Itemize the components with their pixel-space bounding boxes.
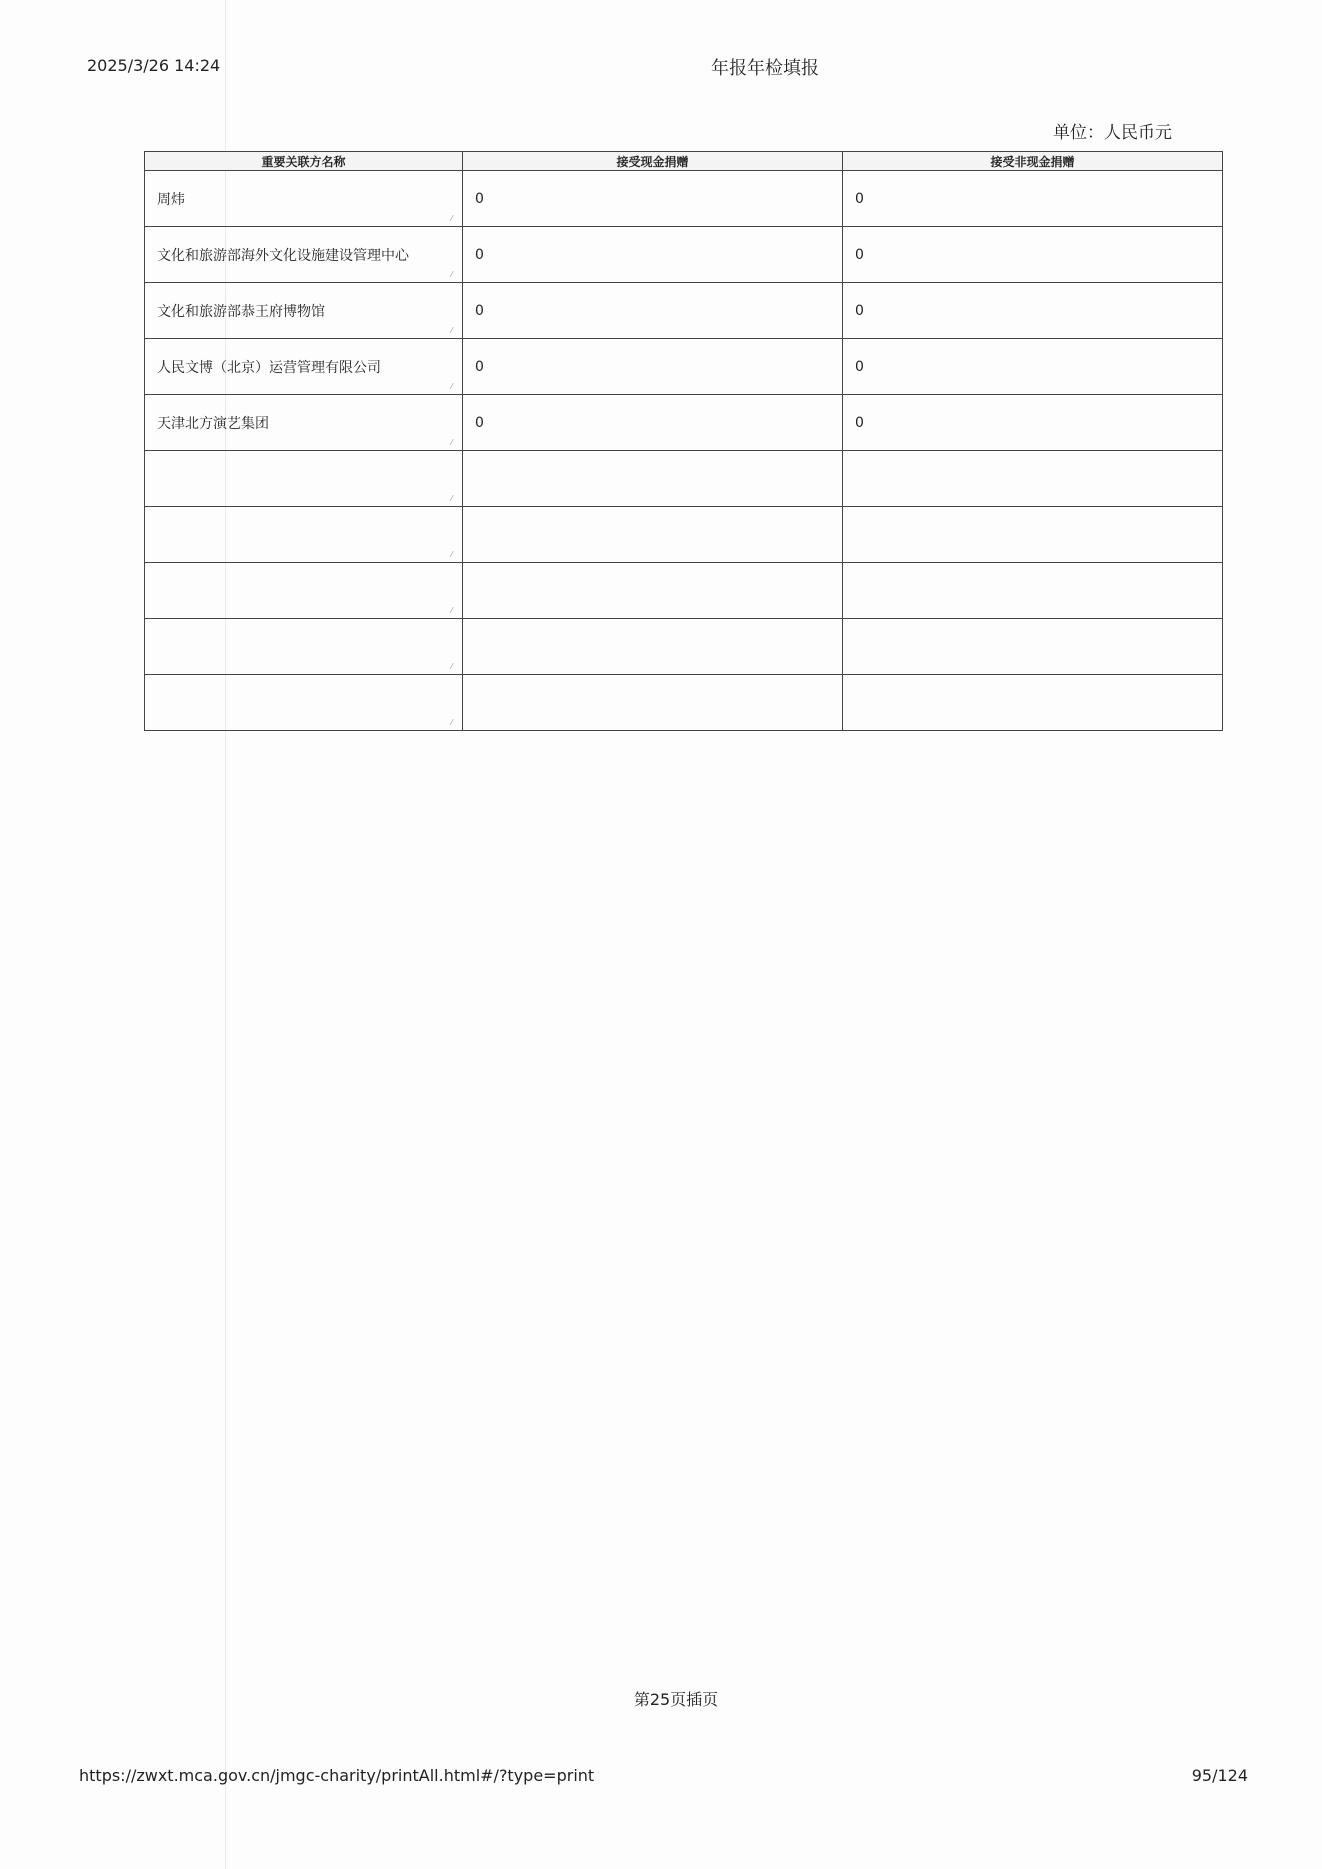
party-name-cell[interactable]: [145, 675, 463, 731]
table-row: [145, 451, 1223, 507]
cash-donation-cell-value: 0: [475, 190, 484, 207]
column-header-party-name: 重要关联方名称: [145, 152, 463, 171]
cash-donation-cell[interactable]: [463, 171, 843, 227]
party-name-cell[interactable]: [145, 395, 463, 451]
resize-handle-icon[interactable]: ⁄: [451, 382, 453, 391]
party-name-cell[interactable]: [145, 339, 463, 395]
noncash-donation-cell[interactable]: [843, 339, 1223, 395]
resize-handle-icon[interactable]: ⁄: [451, 214, 453, 223]
table-row: [145, 619, 1223, 675]
cash-donation-cell[interactable]: [463, 451, 843, 507]
noncash-donation-cell[interactable]: [843, 451, 1223, 507]
party-name-cell[interactable]: [145, 283, 463, 339]
party-name-cell[interactable]: [145, 507, 463, 563]
noncash-donation-cell-value: 0: [855, 302, 864, 319]
cash-donation-cell-value: 0: [475, 246, 484, 263]
resize-handle-icon[interactable]: ⁄: [451, 438, 453, 447]
noncash-donation-cell-value: 0: [855, 358, 864, 375]
cash-donation-cell[interactable]: [463, 283, 843, 339]
table-row: [145, 395, 1223, 451]
cash-donation-cell[interactable]: [463, 675, 843, 731]
cash-donation-cell[interactable]: [463, 507, 843, 563]
table-header-row: [145, 152, 1223, 171]
resize-handle-icon[interactable]: ⁄: [451, 270, 453, 279]
cash-donation-cell-value: 0: [475, 414, 484, 431]
noncash-donation-cell[interactable]: [843, 675, 1223, 731]
party-name-cell[interactable]: [145, 227, 463, 283]
resize-handle-icon[interactable]: ⁄: [451, 662, 453, 671]
print-datetime: 2025/3/26 14:24: [87, 56, 221, 75]
noncash-donation-cell[interactable]: [843, 171, 1223, 227]
currency-unit-label: 单位：人民币元: [1053, 123, 1172, 143]
table-row: [145, 283, 1223, 339]
cash-donation-cell[interactable]: [463, 563, 843, 619]
resize-handle-icon[interactable]: ⁄: [451, 494, 453, 503]
cash-donation-cell-value: 0: [475, 358, 484, 375]
page-counter: 95/124: [1191, 1766, 1248, 1785]
party-name-cell[interactable]: [145, 619, 463, 675]
cash-donation-cell[interactable]: [463, 227, 843, 283]
resize-handle-icon[interactable]: ⁄: [451, 718, 453, 727]
table-row: [145, 563, 1223, 619]
table-row: [145, 507, 1223, 563]
table-row: [145, 675, 1223, 731]
noncash-donation-cell-value: 0: [855, 246, 864, 263]
table-row: [145, 339, 1223, 395]
print-url: https://zwxt.mca.gov.cn/jmgc-charity/printAll.html#/?type=print: [79, 1766, 595, 1785]
table-row: [145, 227, 1223, 283]
related-party-donation-table: [144, 151, 1223, 731]
noncash-donation-cell[interactable]: [843, 283, 1223, 339]
party-name-cell[interactable]: [145, 563, 463, 619]
noncash-donation-cell[interactable]: [843, 507, 1223, 563]
party-name-cell-value: 文化和旅游部恭王府博物馆: [157, 303, 325, 320]
resize-handle-icon[interactable]: ⁄: [451, 550, 453, 559]
column-header-noncash-donation: 接受非现金捐赠: [843, 152, 1223, 171]
party-name-cell[interactable]: [145, 451, 463, 507]
noncash-donation-cell[interactable]: [843, 395, 1223, 451]
party-name-cell-value: 文化和旅游部海外文化设施建设管理中心: [157, 247, 409, 264]
cash-donation-cell[interactable]: [463, 619, 843, 675]
table-row: [145, 171, 1223, 227]
noncash-donation-cell[interactable]: [843, 563, 1223, 619]
noncash-donation-cell-value: 0: [855, 414, 864, 431]
cash-donation-cell[interactable]: [463, 339, 843, 395]
cash-donation-cell[interactable]: [463, 395, 843, 451]
party-name-cell-value: 天津北方演艺集团: [157, 415, 269, 432]
column-header-cash-donation: 接受现金捐赠: [463, 152, 843, 171]
page-title: 年报年检填报: [711, 58, 819, 79]
noncash-donation-cell[interactable]: [843, 227, 1223, 283]
noncash-donation-cell-value: 0: [855, 190, 864, 207]
party-name-cell-value: 人民文博（北京）运营管理有限公司: [157, 359, 381, 376]
cash-donation-cell-value: 0: [475, 302, 484, 319]
party-name-cell-value: 周炜: [157, 191, 185, 208]
resize-handle-icon[interactable]: ⁄: [451, 606, 453, 615]
resize-handle-icon[interactable]: ⁄: [451, 326, 453, 335]
insert-page-label: 第25页插页: [633, 1690, 719, 1709]
party-name-cell[interactable]: [145, 171, 463, 227]
noncash-donation-cell[interactable]: [843, 619, 1223, 675]
